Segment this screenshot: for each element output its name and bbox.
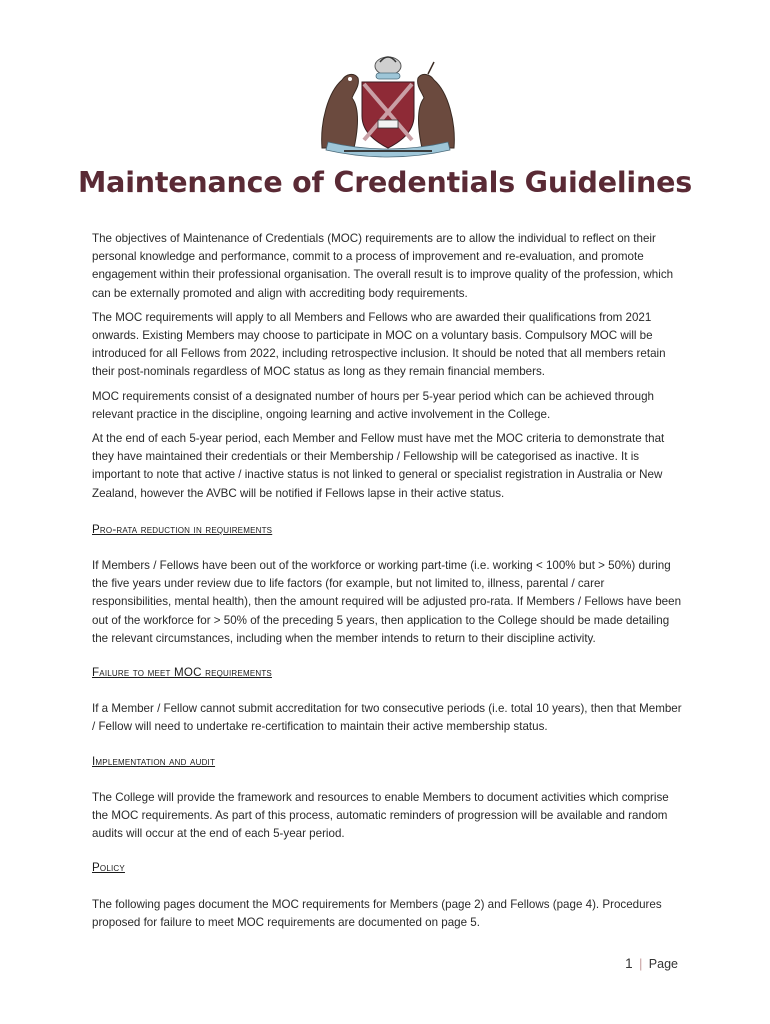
page-separator: | bbox=[639, 957, 643, 971]
intro-paragraph-3: MOC requirements consist of a designated number of hours per 5-year period which can be achieved through relevant practice in the discipline, ongoing learning and active involvement in the College. bbox=[92, 389, 654, 421]
page-number: 1 bbox=[625, 956, 633, 971]
page-footer bbox=[625, 956, 678, 971]
intro-paragraph-4: At the end of each 5-year period, each Member and Fellow must have met the MOC criteria to demonstrate that they have maintained their credentials or their Membership / Fellowship will be categorised as inactive. It is important to note that active / inactive status is not linked to general or specialist registration in Australia or New Zealand, however the AVBC will be notified if Fellows lapse in their active status. bbox=[92, 432, 665, 500]
intro-paragraph-2: The MOC requirements will apply to all Members and Fellows who are awarded their qualifications from 2021 onwards. Existing Members may choose to participate in MOC on a voluntary basis. Compulsory MOC will be introduced for all Fellows from 2022, including retrospective inclusion. It should be noted that all members retain their post-nominals regardless of MOC status as long as they remain financial members. bbox=[92, 310, 666, 379]
page-label: Page bbox=[648, 957, 678, 971]
section-body-pro-rata: If Members / Fellows have been out of the workforce or working part-time (i.e. working < 100% but > 50%) during the five years under review due to life factors (for example, but not limited to, illness, parental / carer responsibilities, mental health), then the amount required will be adjusted pro-rata. If Members / Fellows have been out of the workforce for > 50% of the preceding 5 years, then application to the College should be made detailing the relevant circumstances, including when the member intends to return to their discipline activity. bbox=[92, 559, 682, 645]
section-body-implementation: The College will provide the framework and resources to enable Members to document activities which comprise the MOC requirements. As part of this process, automatic reminders of progression will be available and random audits will occur at the end of each 5-year period. bbox=[92, 790, 669, 841]
section-body-failure: If a Member / Fellow cannot submit accreditation for two consecutive periods (i.e. total 10 years), then that Member / Fellow will need to undertake re-certification to maintain their active membership status. bbox=[92, 702, 682, 734]
section-body-policy: The following pages document the MOC requirements for Members (page 2) and Fellows (page 4). Procedures proposed for failure to meet MOC requirements are documented on page 5. bbox=[92, 897, 662, 929]
college-crest-logo bbox=[314, 52, 462, 160]
section-heading-policy: Policy bbox=[92, 861, 125, 875]
section-heading-failure: Failure to meet MOC requirements bbox=[92, 666, 272, 680]
section-heading-pro-rata: Pro-rata reduction in requirements bbox=[92, 522, 273, 536]
document-body bbox=[92, 230, 682, 932]
intro-paragraph-1: The objectives of Maintenance of Credentials (MOC) requirements are to allow the individual to reflect on their personal knowledge and performance, commit to a process of improvement and re-evaluation, and promote engagement within their professional organisation. The overall result is to improve quality of the profession, which can be externally promoted and align with accrediting body requirements. bbox=[92, 232, 674, 300]
section-heading-implementation: Implementation and audit bbox=[92, 754, 216, 768]
document-title: Maintenance of Credentials Guidelines bbox=[78, 166, 692, 199]
